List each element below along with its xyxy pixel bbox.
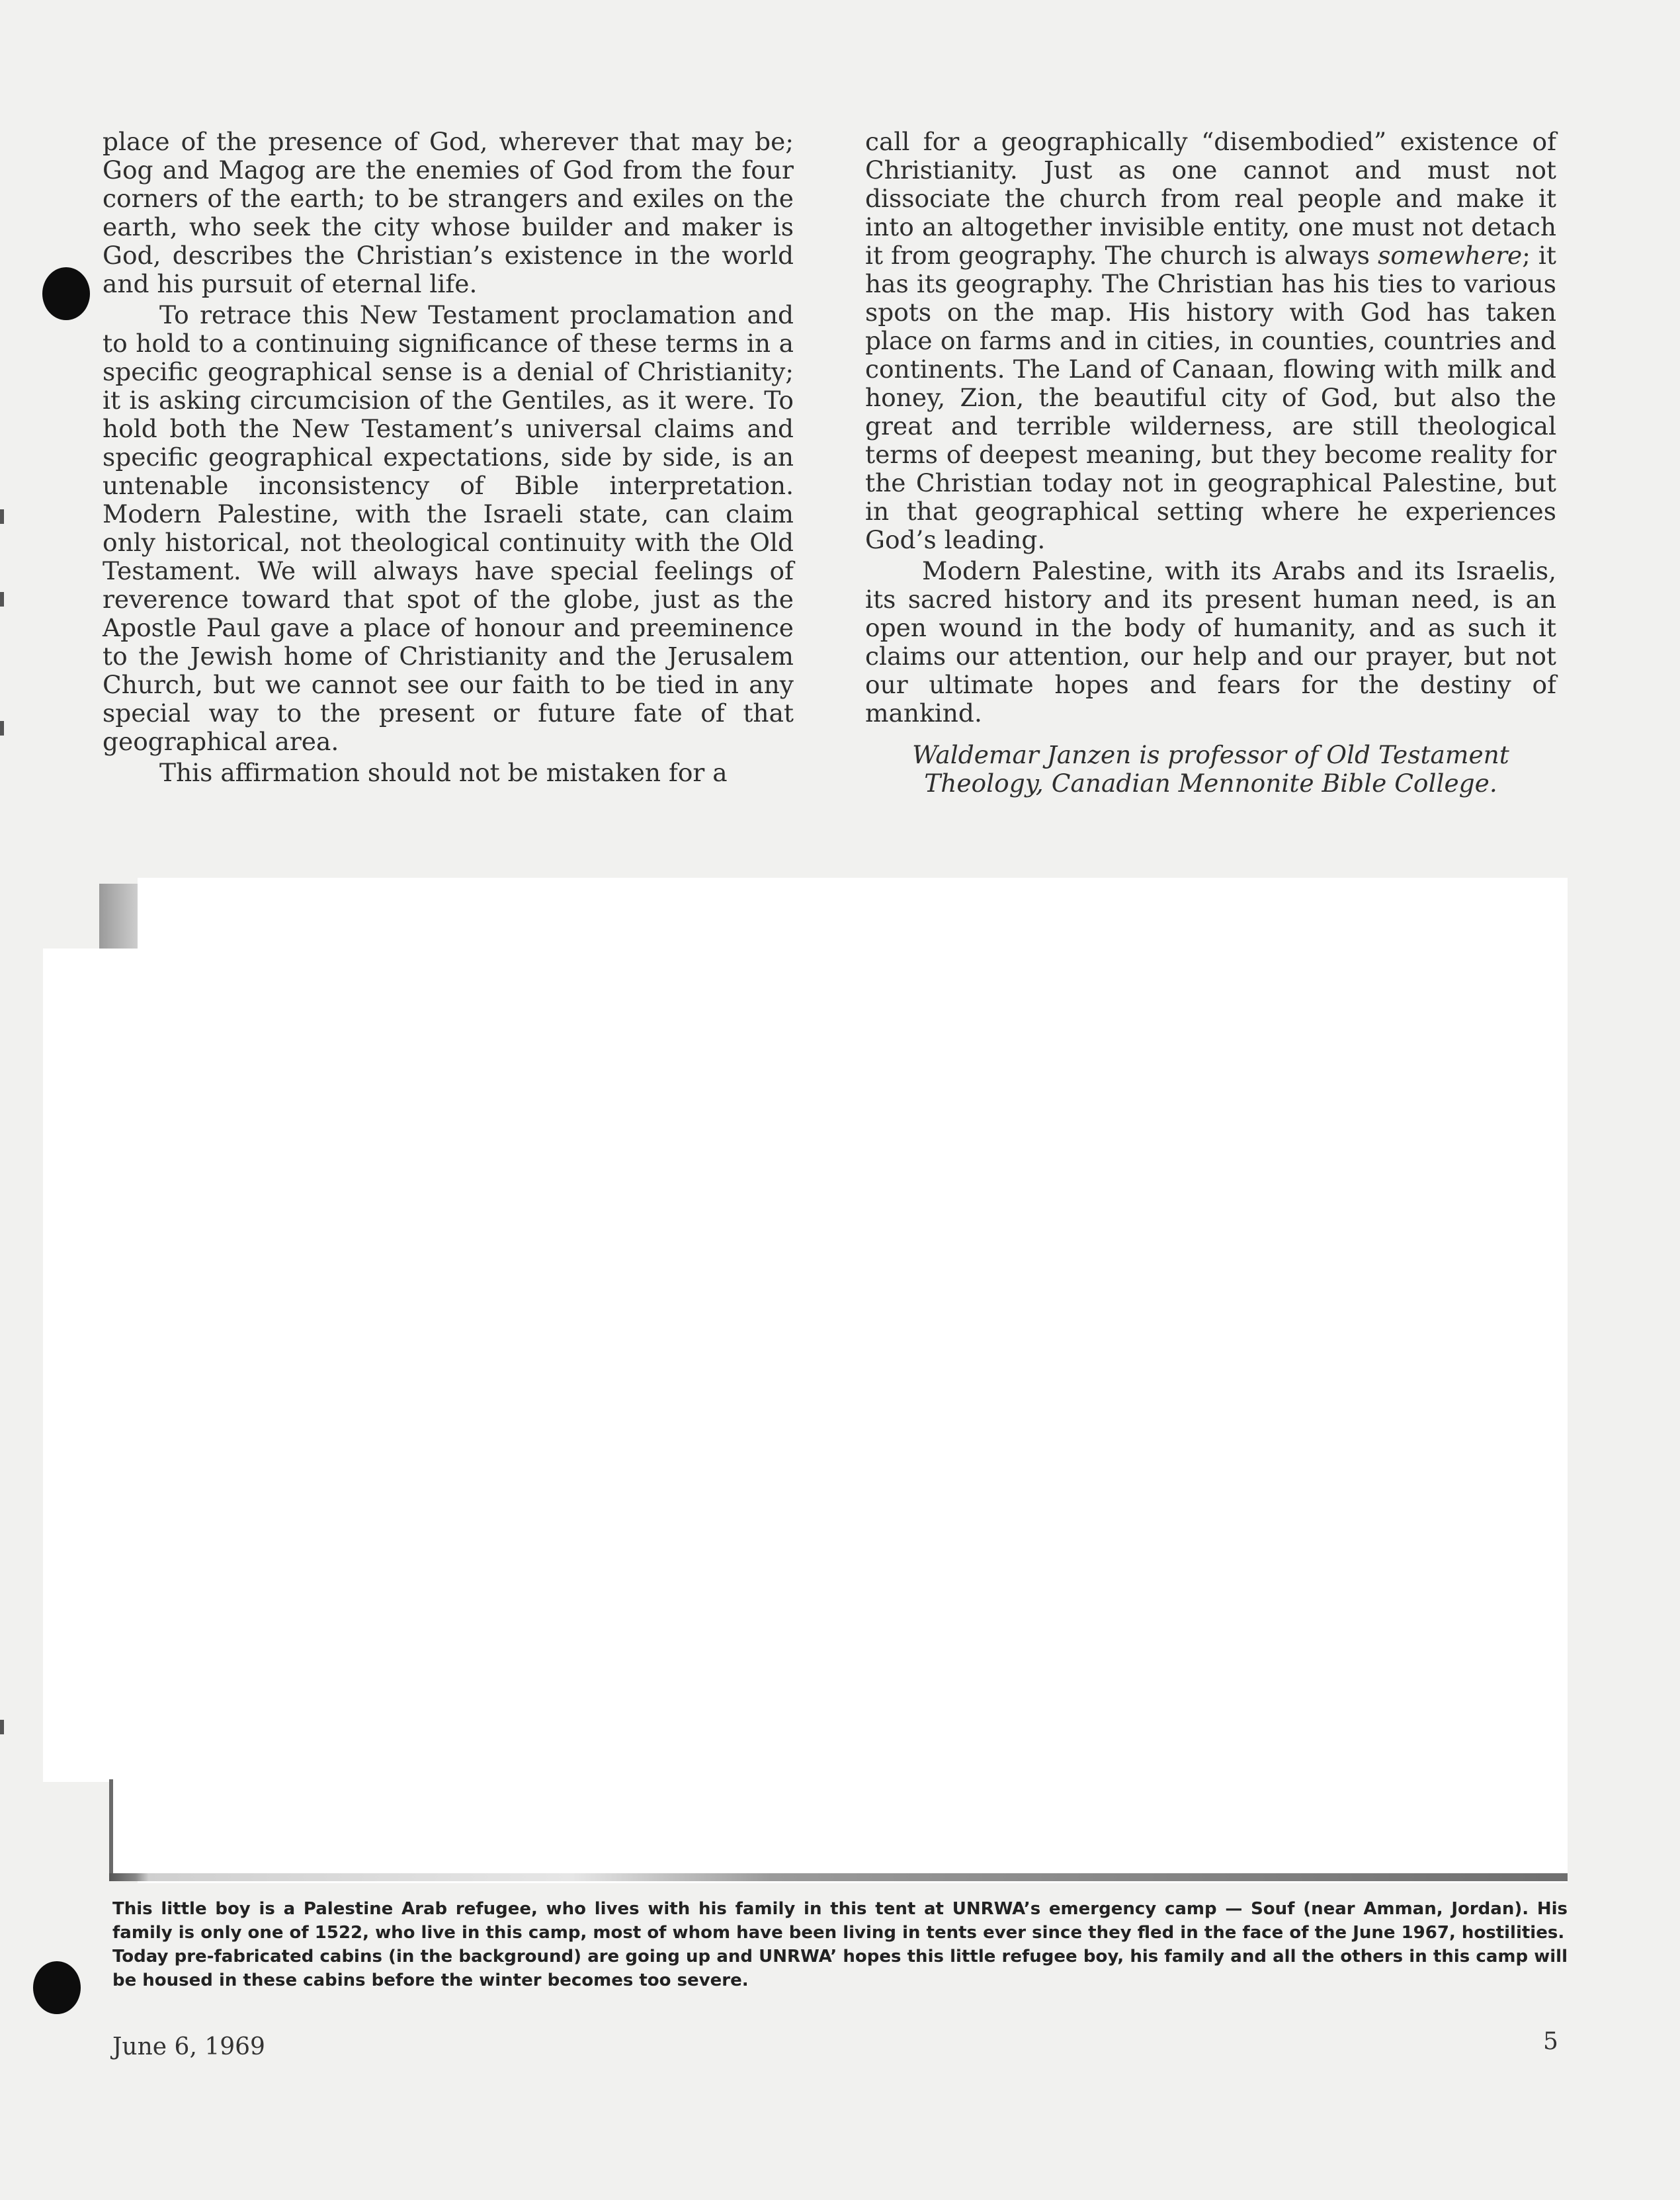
article-paragraph: This affirmation should not be mistaken for a — [159, 758, 728, 787]
article-right-column — [865, 128, 1556, 800]
edge-mark — [0, 1720, 4, 1734]
redacted-photo-block — [112, 1779, 1568, 1879]
binder-hole-bottom — [33, 1961, 81, 2014]
photo-caption — [112, 1897, 1568, 1992]
text-run: ; it has its geography. The Christian has his ties to various spots on the map. His history with God has taken place on farms and in cities, in counties, countries and continents. The Land of Canaan, flowing with milk and honey, Zion, the beautiful city of God, but also the great and terrible wilderness, are still theological terms of deepest meaning, but they become reality for the Christian today not in geographical Palestine, but in that geographical setting where he experiences God’s leading. — [865, 241, 1556, 554]
emphasis-text: somewhere — [1378, 241, 1523, 270]
photo-edge — [109, 1873, 1568, 1881]
article-paragraph: Modern Palestine, with its Arabs and its Israelis, its sacred history and its present human need, is an open wound in the body of humanity, and as such it claims our attention, our help and our prayer, but not our ultimate hopes and fears for the destiny of mankind. — [865, 556, 1556, 728]
author-byline: Waldemar Janzen is professor of Old Testament Theology, Canadian Mennonite Bible College. — [912, 740, 1509, 798]
article-left-column — [103, 128, 794, 790]
page-number: 5 — [1543, 2028, 1558, 2055]
edge-mark — [0, 592, 4, 607]
text-run: call for a geographically “disembodied” existence of Christianity. Just as one cannot and must not dissociate the church from real people and make it into an altogether invisible entity, one must not detach it from geography. The church is always — [865, 127, 1556, 270]
article-paragraph — [865, 128, 1556, 554]
photo-edge — [109, 1779, 113, 1879]
article-paragraph: place of the presence of God, wherever that may be; Gog and Magog are the enemies of God from the four corners of the earth; to be strangers and exiles on the earth, who seek the city whose builder and maker is God, describes the Christian’s existence in the world and his pursuit of eternal life. — [103, 127, 794, 298]
issue-date: June 6, 1969 — [112, 2033, 265, 2060]
edge-mark — [0, 721, 4, 736]
caption-paragraph: This little boy is a Palestine Arab refugee, who lives with his family in this tent at UNRWA’s emergency camp — Souf (near Amman, Jordan). His family is only one of 1522, who live in this camp, most of whom have been living in tents ever since they fled in the face of the June 1967, hostilities. — [112, 1899, 1568, 1943]
binder-hole-top — [42, 267, 90, 320]
article-paragraph: To retrace this New Testament proclamation and to hold to a continuing significance of these terms in a specific geographical sense is a denial of Christianity; it is asking circumcision of the Gentiles, as it were. To hold both the New Testament’s universal claims and specific geographical expectations, side by side, is an untenable inconsistency of Bible interpretation. Modern Palestine, with the Israeli state, can claim only historical, not theological continuity with the Old Testament. We will always have special feelings of reverence toward that spot of the globe, just as the Apostle Paul gave a place of honour and preeminence to the Jewish home of Christianity and the Jerusalem Church, but we cannot see our faith to be tied in any special way to the present or future fate of that geographical area. — [103, 300, 794, 756]
photo-edge — [99, 884, 139, 950]
edge-mark — [0, 509, 4, 524]
caption-paragraph: Today pre-fabricated cabins (in the background) are going up and UNRWA’ hopes this little refugee boy, his family and all the others in this camp will be housed in these cabins before the winter becomes too severe. — [112, 1947, 1568, 1990]
redacted-photo-block — [138, 878, 1568, 1883]
